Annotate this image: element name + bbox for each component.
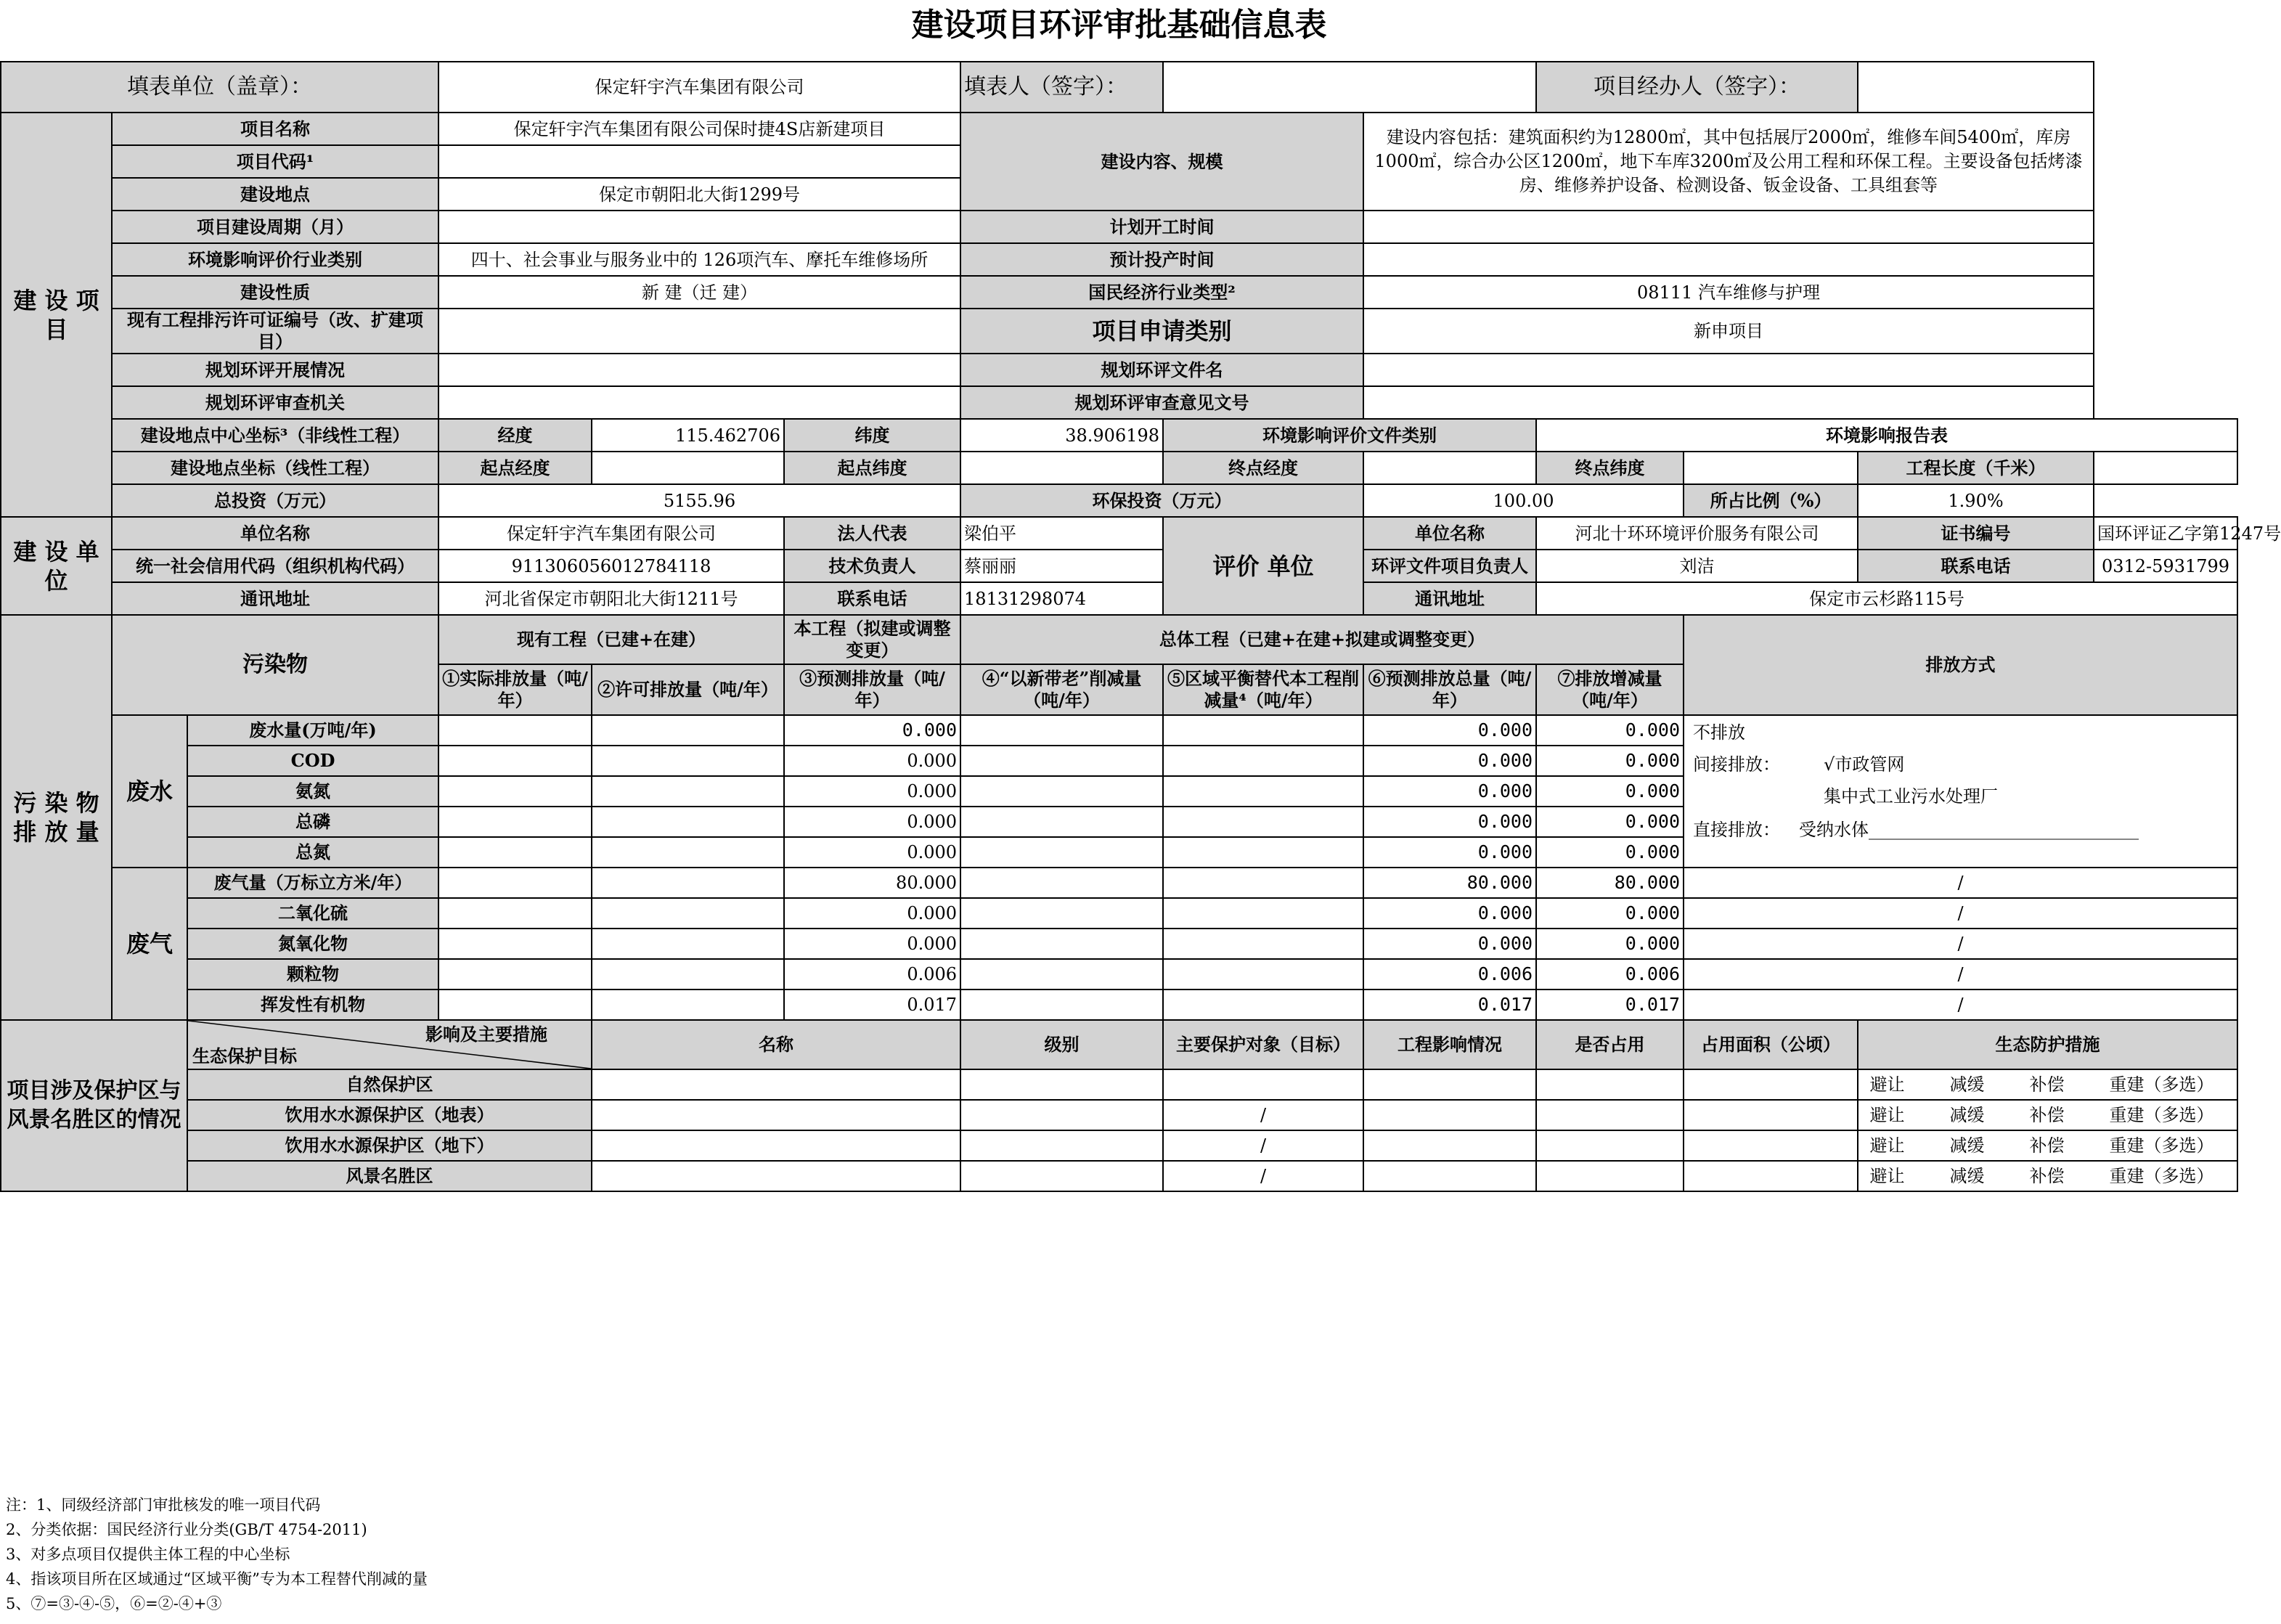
manager-value[interactable] xyxy=(1858,62,2094,113)
permit-value[interactable] xyxy=(438,309,960,354)
length-label: 工程长度（千米） xyxy=(1858,452,2094,484)
project-section-label: 建 设 项 目 xyxy=(1,113,112,517)
protection-diag-header xyxy=(187,1020,592,1069)
protection-section-label: 项目涉及保护区与风景名胜区的情况 xyxy=(1,1020,187,1191)
pollutant-name: 废水量(万吨/年) xyxy=(187,715,438,746)
plan-file-value[interactable] xyxy=(1363,354,2094,386)
line-coord-label: 建设地点坐标（线性工程） xyxy=(112,452,438,484)
protection-name-header: 名称 xyxy=(592,1020,960,1069)
col4-cell[interactable] xyxy=(960,837,1163,868)
option-avoid[interactable]: 避让 xyxy=(1869,1074,1905,1095)
env-invest-label: 环保投资（万元） xyxy=(960,484,1363,517)
col1-cell[interactable] xyxy=(438,715,592,746)
col7-cell[interactable]: 0.006 xyxy=(1536,959,1684,990)
plan-org-value[interactable] xyxy=(438,386,960,419)
col2-cell[interactable] xyxy=(592,929,784,959)
start-lat-label: 起点纬度 xyxy=(784,452,960,484)
col3-cell[interactable]: 0.000 xyxy=(784,776,960,807)
invest-value[interactable]: 5155.96 xyxy=(438,484,960,517)
protection-level-cell[interactable] xyxy=(960,1069,1163,1100)
col6-cell[interactable]: 0.000 xyxy=(1363,776,1536,807)
pollutant-label: 污染物 xyxy=(112,615,438,715)
footnote: 5、⑦=③-④-⑤，⑥=②-④+③ xyxy=(6,1595,222,1612)
col2-cell[interactable] xyxy=(592,868,784,898)
col5-cell[interactable] xyxy=(1163,837,1363,868)
col1-header: ①实际排放量（吨/年） xyxy=(438,664,592,715)
option-rebuild[interactable]: 重建（多选） xyxy=(2109,1166,2214,1186)
col1-cell[interactable] xyxy=(438,990,592,1020)
credit-label: 统一社会信用代码（组织机构代码） xyxy=(112,550,438,582)
col4-cell[interactable] xyxy=(960,990,1163,1020)
end-lon-value[interactable] xyxy=(1363,452,1536,484)
col4-cell[interactable] xyxy=(960,929,1163,959)
col7-header: ⑦排放增减量（吨/年） xyxy=(1536,664,1684,715)
builder-name-value[interactable]: 保定轩宇汽车集团有限公司 xyxy=(438,517,784,550)
option-avoid[interactable]: 避让 xyxy=(1869,1166,1905,1186)
eia-type-value[interactable]: 环境影响报告表 xyxy=(1536,419,2237,452)
col5-cell[interactable] xyxy=(1163,929,1363,959)
discharge-indirect-option2[interactable]: 集中式工业污水处理厂 xyxy=(1824,786,1999,807)
econ-label: 国民经济行业类型² xyxy=(960,276,1363,309)
col6-cell[interactable]: 80.000 xyxy=(1363,868,1536,898)
col4-header: ④“以新带老”削减量（吨/年） xyxy=(960,664,1163,715)
col1-cell[interactable] xyxy=(438,746,592,776)
option-compensate[interactable]: 补偿 xyxy=(2029,1105,2065,1125)
option-compensate[interactable]: 补偿 xyxy=(2029,1074,2065,1095)
col6-cell[interactable]: 0.000 xyxy=(1363,898,1536,929)
col6-cell[interactable]: 0.017 xyxy=(1363,990,1536,1020)
col3-cell[interactable]: 0.000 xyxy=(784,715,960,746)
evaluator-address-label: 通讯地址 xyxy=(1363,582,1536,615)
nature-value[interactable]: 新 建（迁 建） xyxy=(438,276,960,309)
col3-cell[interactable]: 0.006 xyxy=(784,959,960,990)
permit-label: 现有工程排污许可证编号（改、扩建项目） xyxy=(112,309,438,354)
discharge-none[interactable]: 不排放 xyxy=(1693,722,1746,743)
cert-label: 证书编号 xyxy=(1858,517,2094,550)
pollutant-name: 废气量（万标立方米/年） xyxy=(187,868,438,898)
protection-occupy-cell[interactable] xyxy=(1536,1130,1684,1161)
evaluator-section-label: 评价 单位 xyxy=(1163,517,1363,615)
pollutant-name: 总氮 xyxy=(187,837,438,868)
footnote: 2、分类依据：国民经济行业分类(GB/T 4754-2011) xyxy=(6,1521,367,1538)
tech-label: 技术负责人 xyxy=(784,550,960,582)
filler-person-label: 填表人（签字）： xyxy=(960,62,1163,113)
period-label: 项目建设周期（月） xyxy=(112,211,438,243)
apply-value[interactable]: 新申项目 xyxy=(1363,309,2094,354)
diag-top-label: 影响及主要措施 xyxy=(425,1024,548,1045)
builder-address-value[interactable]: 河北省保定市朝阳北大街1211号 xyxy=(438,582,784,615)
col3-cell[interactable]: 0.000 xyxy=(784,898,960,929)
protection-impact-cell[interactable] xyxy=(1363,1161,1536,1191)
col2-cell[interactable] xyxy=(592,990,784,1020)
protection-impact-header: 工程影响情况 xyxy=(1363,1020,1536,1069)
protection-occupy-header: 是否占用 xyxy=(1536,1020,1684,1069)
col1-cell[interactable] xyxy=(438,868,592,898)
diag-bottom-label: 生态保护目标 xyxy=(192,1045,297,1066)
start-lon-label: 起点经度 xyxy=(438,452,592,484)
leader-label: 环评文件项目负责人 xyxy=(1363,550,1536,582)
protection-target-cell[interactable]: / xyxy=(1163,1130,1363,1161)
location-value[interactable]: 保定市朝阳北大街1299号 xyxy=(438,178,960,211)
industry-label: 环境影响评价行业类别 xyxy=(112,243,438,276)
col2-cell[interactable] xyxy=(592,776,784,807)
table-row xyxy=(1,1069,2237,1100)
protection-name-cell[interactable] xyxy=(592,1130,960,1161)
col5-header: ⑤区域平衡替代本工程削减量⁴（吨/年） xyxy=(1163,664,1363,715)
col2-cell[interactable] xyxy=(592,837,784,868)
table-row xyxy=(1,1100,2237,1130)
col2-cell[interactable] xyxy=(592,746,784,776)
col7-cell[interactable]: 80.000 xyxy=(1536,868,1684,898)
builder-section-label: 建 设 单 位 xyxy=(1,517,112,615)
gas-discharge-mode[interactable]: / xyxy=(1684,959,2237,990)
env-invest-value[interactable]: 100.00 xyxy=(1363,484,1684,517)
end-lon-label: 终点经度 xyxy=(1163,452,1363,484)
evaluator-phone-value[interactable]: 0312-5931799 xyxy=(2094,550,2237,582)
option-avoid[interactable]: 避让 xyxy=(1869,1135,1905,1156)
pollutant-name: 总磷 xyxy=(187,807,438,837)
col1-cell[interactable] xyxy=(438,776,592,807)
table-row xyxy=(1,898,2237,929)
builder-name-label: 单位名称 xyxy=(112,517,438,550)
table-row xyxy=(1,868,2237,898)
col2-header: ②许可排放量（吨/年） xyxy=(592,664,784,715)
protection-row-name: 风景名胜区 xyxy=(187,1161,592,1191)
option-reduce[interactable]: 减缓 xyxy=(1949,1074,1985,1095)
production-label: 预计投产时间 xyxy=(960,243,1363,276)
lat-value[interactable]: 38.906198 xyxy=(960,419,1163,452)
plan-status-value[interactable] xyxy=(438,354,960,386)
protection-measure-options xyxy=(1858,1069,2237,1100)
filler-unit-value[interactable]: 保定轩宇汽车集团有限公司 xyxy=(438,62,960,113)
option-avoid[interactable]: 避让 xyxy=(1869,1105,1905,1125)
col3-cell[interactable]: 0.000 xyxy=(784,807,960,837)
col6-cell[interactable]: 0.000 xyxy=(1363,807,1536,837)
option-reduce[interactable]: 减缓 xyxy=(1949,1166,1985,1186)
table-row xyxy=(1,990,2237,1020)
col4-cell[interactable] xyxy=(960,807,1163,837)
col5-cell[interactable] xyxy=(1163,776,1363,807)
manager-label: 项目经办人（签字）： xyxy=(1536,62,1858,113)
col4-cell[interactable] xyxy=(960,746,1163,776)
col7-cell[interactable]: 0.000 xyxy=(1536,807,1684,837)
col7-cell[interactable]: 0.000 xyxy=(1536,776,1684,807)
table-row xyxy=(1,1130,2237,1161)
col5-cell[interactable] xyxy=(1163,746,1363,776)
col5-cell[interactable] xyxy=(1163,959,1363,990)
footnote: 4、指该项目所在区域通过“区域平衡”专为本工程替代削减的量 xyxy=(6,1570,428,1588)
col6-cell[interactable]: 0.000 xyxy=(1363,746,1536,776)
col6-cell[interactable]: 0.006 xyxy=(1363,959,1536,990)
table-row xyxy=(1,929,2237,959)
option-compensate[interactable]: 补偿 xyxy=(2029,1166,2065,1186)
col7-cell[interactable]: 0.000 xyxy=(1536,898,1684,929)
option-compensate[interactable]: 补偿 xyxy=(2029,1135,2065,1156)
option-reduce[interactable]: 减缓 xyxy=(1949,1105,1985,1125)
start-lon-value[interactable] xyxy=(592,452,784,484)
eia-type-label: 环境影响评价文件类别 xyxy=(1163,419,1536,452)
start-value[interactable] xyxy=(1363,211,2094,243)
gas-discharge-mode[interactable]: / xyxy=(1684,990,2237,1020)
project-code-label: 项目代码¹ xyxy=(112,145,438,178)
evaluator-phone-label: 联系电话 xyxy=(1858,550,2094,582)
protection-target-cell[interactable]: / xyxy=(1163,1161,1363,1191)
water-discharge-mode xyxy=(1684,715,2237,868)
project-name-value[interactable]: 保定轩宇汽车集团有限公司保时捷4S店新建项目 xyxy=(438,113,960,145)
table-row xyxy=(1,1161,2237,1191)
col2-cell[interactable] xyxy=(592,898,784,929)
protection-level-cell[interactable] xyxy=(960,1161,1163,1191)
gas-discharge-mode[interactable]: / xyxy=(1684,868,2237,898)
col6-header: ⑥预测排放总量（吨/年） xyxy=(1363,664,1536,715)
protection-impact-cell[interactable] xyxy=(1363,1100,1536,1130)
gas-discharge-mode[interactable]: / xyxy=(1684,929,2237,959)
col7-cell[interactable]: 0.000 xyxy=(1536,837,1684,868)
pollutant-name: 颗粒物 xyxy=(187,959,438,990)
protection-measure-options xyxy=(1858,1161,2237,1191)
builder-address-label: 通讯地址 xyxy=(112,582,438,615)
protection-occupy-cell[interactable] xyxy=(1536,1161,1684,1191)
option-reduce[interactable]: 减缓 xyxy=(1949,1135,1985,1156)
period-value[interactable] xyxy=(438,211,960,243)
discharge-direct-option[interactable]: 受纳水体_______________________________ xyxy=(1799,820,2139,840)
ratio-label: 所占比例（%） xyxy=(1684,484,1858,517)
filler-unit-label: 填表单位（盖章）： xyxy=(1,62,438,113)
col3-cell[interactable]: 0.000 xyxy=(784,746,960,776)
col2-cell[interactable] xyxy=(592,807,784,837)
protection-area-cell[interactable] xyxy=(1684,1069,1858,1100)
invest-label: 总投资（万元） xyxy=(112,484,438,517)
col1-cell[interactable] xyxy=(438,929,592,959)
col7-cell[interactable]: 0.000 xyxy=(1536,746,1684,776)
content-value[interactable]: 建设内容包括：建筑面积约为12800㎡，其中包括展厅2000㎡，维修车间5400㎡，库房1000㎡，综合办公区1200㎡，地下车库3200㎡及公用工程和环保工程。主要设备包括烤漆房、维修养护设备、检测设备、钣金设备、工具组套等 xyxy=(1363,113,2094,211)
col4-cell[interactable] xyxy=(960,868,1163,898)
evaluator-name-label: 单位名称 xyxy=(1363,517,1536,550)
current-label: 本工程（拟建或调整变更） xyxy=(784,615,960,664)
col6-cell[interactable]: 0.000 xyxy=(1363,837,1536,868)
col1-cell[interactable] xyxy=(438,959,592,990)
info-table xyxy=(0,61,2281,1192)
filler-person-value[interactable] xyxy=(1163,62,1536,113)
protection-area-header: 占用面积（公顷） xyxy=(1684,1020,1858,1069)
start-lat-value[interactable] xyxy=(960,452,1163,484)
col3-cell[interactable]: 80.000 xyxy=(784,868,960,898)
table-row xyxy=(1,959,2237,990)
econ-value[interactable]: 08111 汽车维修与护理 xyxy=(1363,276,2094,309)
col4-cell[interactable] xyxy=(960,959,1163,990)
protection-measures-header: 生态防护措施 xyxy=(1858,1020,2237,1069)
protection-target-cell[interactable] xyxy=(1163,1069,1363,1100)
lon-label: 经度 xyxy=(438,419,592,452)
option-rebuild[interactable]: 重建（多选） xyxy=(2109,1074,2214,1095)
protection-measure-options xyxy=(1858,1130,2237,1161)
footnote: 3、对多点项目仅提供主体工程的中心坐标 xyxy=(6,1546,290,1563)
end-lat-label: 终点纬度 xyxy=(1536,452,1684,484)
leader-value[interactable]: 刘洁 xyxy=(1536,550,1858,582)
plan-opinion-label: 规划环评审查意见文号 xyxy=(960,386,1363,419)
project-name-label: 项目名称 xyxy=(112,113,438,145)
col4-cell[interactable] xyxy=(960,776,1163,807)
builder-phone-label: 联系电话 xyxy=(784,582,960,615)
pollutant-name: COD xyxy=(187,746,438,776)
protection-name-cell[interactable] xyxy=(592,1069,960,1100)
option-rebuild[interactable]: 重建（多选） xyxy=(2109,1135,2214,1156)
production-value[interactable] xyxy=(1363,243,2094,276)
protection-row-name: 饮用水水源保护区（地下） xyxy=(187,1130,592,1161)
protection-row-name: 饮用水水源保护区（地表） xyxy=(187,1100,592,1130)
length-value[interactable] xyxy=(2094,452,2237,484)
gas-discharge-mode[interactable]: / xyxy=(1684,898,2237,929)
col3-header: ③预测排放量（吨/年） xyxy=(784,664,960,715)
lat-label: 纬度 xyxy=(784,419,960,452)
protection-area-cell[interactable] xyxy=(1684,1130,1858,1161)
legal-label: 法人代表 xyxy=(784,517,960,550)
center-coord-label: 建设地点中心坐标³（非线性工程） xyxy=(112,419,438,452)
water-label: 废水 xyxy=(112,715,187,868)
lon-value[interactable]: 115.462706 xyxy=(592,419,784,452)
col5-cell[interactable] xyxy=(1163,807,1363,837)
protection-measure-options xyxy=(1858,1100,2237,1130)
option-rebuild[interactable]: 重建（多选） xyxy=(2109,1105,2214,1125)
gas-label: 废气 xyxy=(112,868,187,1020)
discharge-indirect: 间接排放： xyxy=(1693,754,1781,775)
col6-cell[interactable]: 0.000 xyxy=(1363,929,1536,959)
col1-cell[interactable] xyxy=(438,898,592,929)
evaluator-name-value[interactable]: 河北十环环境评价服务有限公司 xyxy=(1536,517,1858,550)
protection-area-cell[interactable] xyxy=(1684,1100,1858,1130)
col4-cell[interactable] xyxy=(960,898,1163,929)
table-row xyxy=(1,715,2237,746)
pollutant-name: 氨氮 xyxy=(187,776,438,807)
evaluator-address-value[interactable]: 保定市云杉路115号 xyxy=(1536,582,2237,615)
plan-status-label: 规划环评开展情况 xyxy=(112,354,438,386)
col2-cell[interactable] xyxy=(592,959,784,990)
pollutant-name: 氮氧化物 xyxy=(187,929,438,959)
protection-level-cell[interactable] xyxy=(960,1130,1163,1161)
cert-value[interactable]: 国环评证乙字第1247号 xyxy=(2094,517,2237,550)
col2-cell[interactable] xyxy=(592,715,784,746)
discharge-direct: 直接排放： xyxy=(1693,820,1781,840)
legal-value[interactable]: 梁伯平 xyxy=(960,517,1163,550)
protection-target-header: 主要保护对象（目标） xyxy=(1163,1020,1363,1069)
protection-row-name: 自然保护区 xyxy=(187,1069,592,1100)
col7-cell[interactable]: 0.017 xyxy=(1536,990,1684,1020)
col6-cell[interactable]: 0.000 xyxy=(1363,715,1536,746)
protection-level-header: 级别 xyxy=(960,1020,1163,1069)
credit-value[interactable]: 911306056012784118 xyxy=(438,550,784,582)
col4-cell[interactable] xyxy=(960,715,1163,746)
pollutant-name: 挥发性有机物 xyxy=(187,990,438,1020)
ratio-value[interactable]: 1.90% xyxy=(1858,484,2094,517)
col1-cell[interactable] xyxy=(438,807,592,837)
col5-cell[interactable] xyxy=(1163,715,1363,746)
footnotes xyxy=(6,1493,428,1616)
footnote: 注：1、同级经济部门审批核发的唯一项目代码 xyxy=(6,1496,321,1514)
pollutant-section-label: 污 染 物 排 放 量 xyxy=(1,615,112,1020)
protection-target-cell[interactable]: / xyxy=(1163,1100,1363,1130)
col3-cell[interactable]: 0.000 xyxy=(784,837,960,868)
col7-cell[interactable]: 0.000 xyxy=(1536,715,1684,746)
protection-occupy-cell[interactable] xyxy=(1536,1069,1684,1100)
overall-label: 总体工程（已建+在建+拟建或调整变更） xyxy=(960,615,1684,664)
plan-org-label: 规划环评审查机关 xyxy=(112,386,438,419)
col7-cell[interactable]: 0.000 xyxy=(1536,929,1684,959)
protection-occupy-cell[interactable] xyxy=(1536,1100,1684,1130)
col1-cell[interactable] xyxy=(438,837,592,868)
protection-level-cell[interactable] xyxy=(960,1100,1163,1130)
content-label: 建设内容、规模 xyxy=(960,113,1363,211)
industry-value[interactable]: 四十、社会事业与服务业中的 126项汽车、摩托车维修场所 xyxy=(438,243,960,276)
location-label: 建设地点 xyxy=(112,178,438,211)
plan-opinion-value[interactable] xyxy=(1363,386,2094,419)
pollutant-name: 二氧化硫 xyxy=(187,898,438,929)
apply-label: 项目申请类别 xyxy=(960,309,1363,354)
discharge-label: 排放方式 xyxy=(1684,615,2237,715)
col3-cell[interactable]: 0.017 xyxy=(784,990,960,1020)
protection-impact-cell[interactable] xyxy=(1363,1069,1536,1100)
protection-name-cell[interactable] xyxy=(592,1161,960,1191)
col5-cell[interactable] xyxy=(1163,990,1363,1020)
existing-label: 现有工程（已建+在建） xyxy=(438,615,784,664)
start-label: 计划开工时间 xyxy=(960,211,1363,243)
protection-area-cell[interactable] xyxy=(1684,1161,1858,1191)
end-lat-value[interactable] xyxy=(1684,452,1858,484)
col3-cell[interactable]: 0.000 xyxy=(784,929,960,959)
builder-phone-value[interactable]: 18131298074 xyxy=(960,582,1163,615)
protection-name-cell[interactable] xyxy=(592,1100,960,1130)
col5-cell[interactable] xyxy=(1163,898,1363,929)
project-code-value[interactable] xyxy=(438,145,960,178)
plan-file-label: 规划环评文件名 xyxy=(960,354,1363,386)
col5-cell[interactable] xyxy=(1163,868,1363,898)
nature-label: 建设性质 xyxy=(112,276,438,309)
protection-impact-cell[interactable] xyxy=(1363,1130,1536,1161)
tech-value[interactable]: 蔡丽丽 xyxy=(960,550,1163,582)
discharge-indirect-option1[interactable]: √市政管网 xyxy=(1824,754,1905,775)
page-title: 建设项目环评审批基础信息表 xyxy=(911,7,1327,44)
